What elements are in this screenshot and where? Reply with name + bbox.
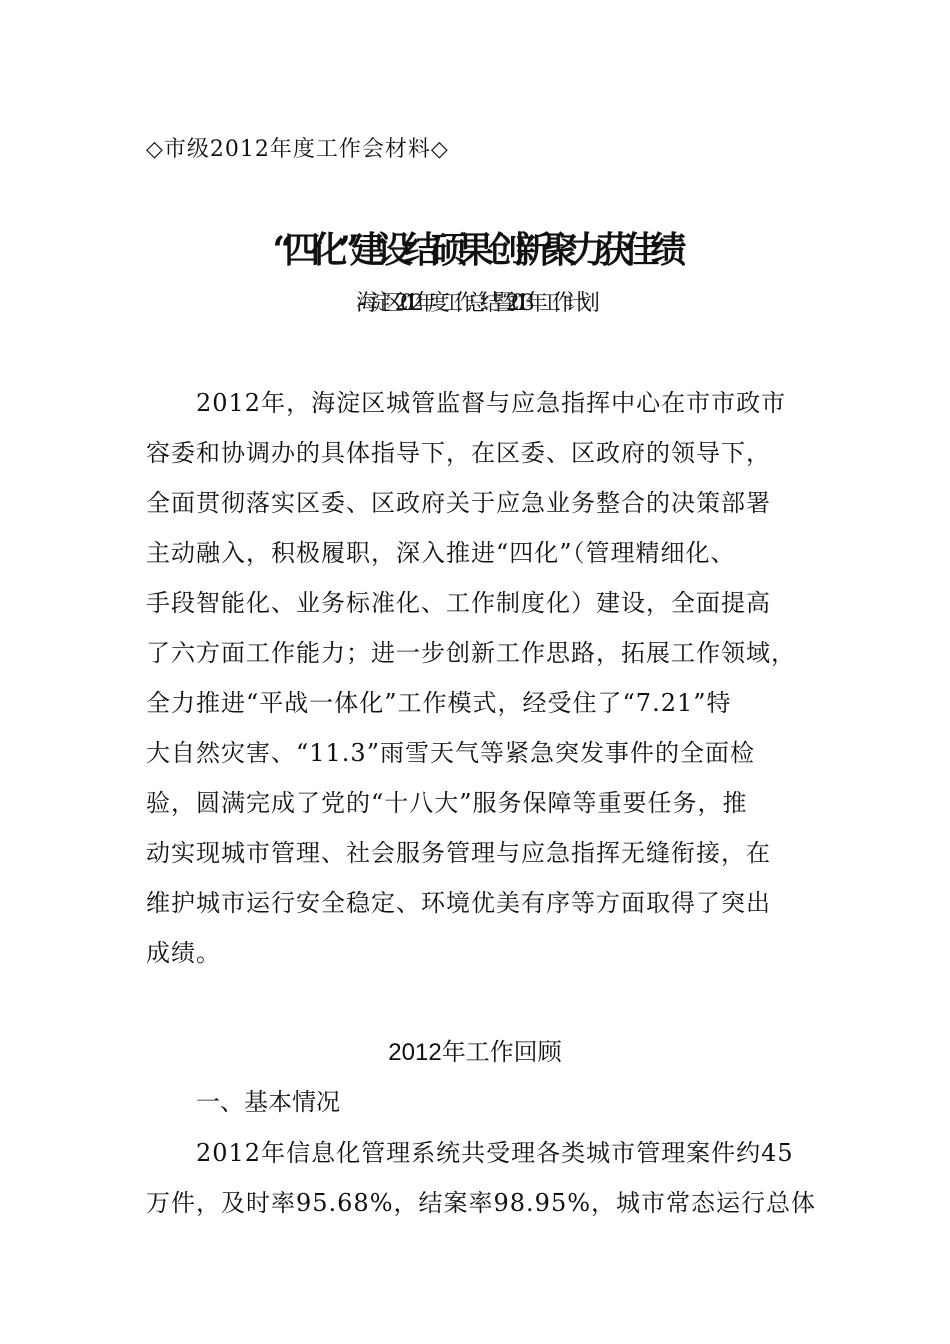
- intro-paragraph-line: 了六方面工作能力；进一步创新工作思路，拓展工作领域，: [146, 639, 796, 667]
- intro-paragraph-line: 2012年，海淀区城管监督与应急指挥中心在市市政市: [196, 389, 787, 417]
- intro-paragraph-line: 大自然灾害、“11.3”雨雪天气等紧急突发事件的全面检: [146, 739, 755, 767]
- intro-paragraph-line: 全力推进“平战一体化”工作模式，经受住了“7.21”特: [146, 689, 732, 717]
- section-heading: 2012年工作回顾: [388, 1039, 562, 1066]
- basic-paragraph-line: 2012年信息化管理系统共受理各类城市管理案件约45: [196, 1139, 794, 1167]
- header-tag: ◇市级2012年度工作会材料◇: [146, 137, 449, 162]
- intro-paragraph-line: 全面贯彻落实区委、区政府关于应急业务整合的决策部署: [146, 489, 771, 517]
- intro-paragraph-line: 动实现城市管理、社会服务管理与应急指挥无缝衔接，在: [146, 839, 771, 867]
- basic-paragraph-line: 万件，及时率95.68%，结案率98.95%，城市常态运行总体: [146, 1189, 817, 1217]
- intro-paragraph-line: 容委和协调办的具体指导下，在区委、区政府的领导下，: [146, 439, 771, 467]
- intro-paragraph-line: 手段智能化、业务标准化、工作制度化）建设，全面提高: [146, 589, 771, 617]
- intro-paragraph-line: 成绩。: [146, 939, 221, 967]
- intro-paragraph-line: 维护城市运行安全稳定、环境优美有序等方面取得了突出: [146, 889, 771, 917]
- intro-paragraph-line: 验，圆满完成了党的“十八大”服务保障等重要任务，推: [146, 789, 748, 817]
- document-subtitle: --海淀区2012年度工作总结暨2013年工作计划: [359, 291, 591, 316]
- subsection-heading: 一、基本情况: [196, 1089, 340, 1116]
- intro-paragraph-line: 主动融入，积极履职，深入推进“四化”（管理精细化、: [146, 539, 736, 567]
- document-title: “四化”建设结硕果 创新聚力获佳绩: [272, 229, 678, 271]
